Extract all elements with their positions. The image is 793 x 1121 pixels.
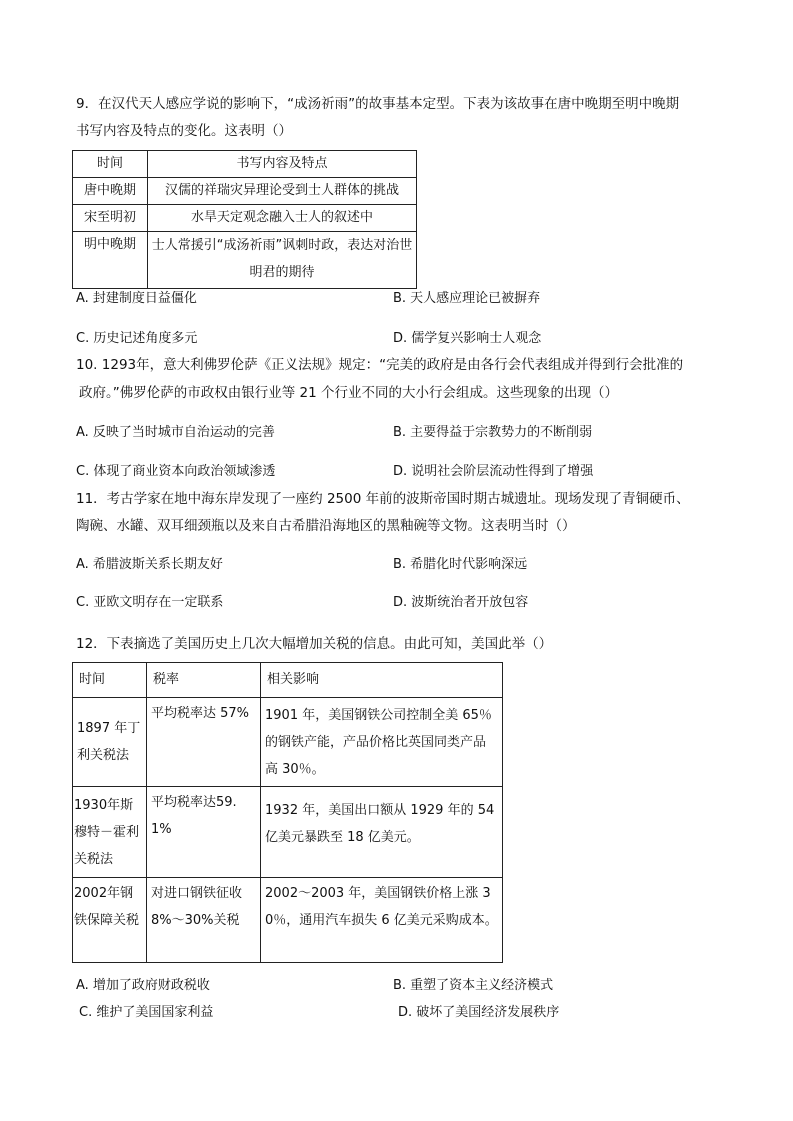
table-cell: 明中晚期	[73, 232, 148, 289]
table-cell: 1901 年，美国钢铁公司控制全美 65％的钢铁产能，产品价格比英国同类产品高 30％。	[265, 707, 492, 777]
q11-option-d[interactable]: D. 波斯统治者开放包容	[393, 595, 529, 610]
table-row	[73, 178, 417, 205]
q9-table	[72, 150, 417, 289]
q12-table	[72, 662, 503, 963]
q10-option-c[interactable]: C. 体现了商业资本向政治领域渗透	[76, 464, 276, 479]
q11-option-b[interactable]: B. 希腊化时代影响深远	[393, 557, 528, 572]
table-header-row	[73, 663, 503, 698]
q9-option-c[interactable]: C. 历史记述角度多元	[76, 331, 198, 346]
q10-stem-line1: 10. 1293年，意大利佛罗伦萨《正义法规》规定：“完美的政府是由各行会代表组成并得到行会批准的	[76, 357, 684, 373]
table-row	[73, 878, 503, 963]
table-cell: 宋至明初	[73, 205, 148, 232]
q9-option-b[interactable]: B. 天人感应理论已被摒弃	[393, 291, 541, 306]
q9-option-a[interactable]: A. 封建制度日益僵化	[76, 291, 197, 306]
q12-option-a[interactable]: A. 增加了政府财政税收	[76, 978, 210, 993]
table-cell: 1897 年丁利关税法	[77, 721, 141, 763]
table-cell: 1932 年，美国出口额从 1929 年的 54 亿美元暴跌至 18 亿美元。	[265, 803, 495, 845]
q10-option-b[interactable]: B. 主要得益于宗教势力的不断削弱	[393, 425, 593, 440]
q12-stem: 12．下表摘选了美国历史上几次大幅增加关税的信息。由此可知，美国此举（）	[76, 636, 553, 652]
table-header: 税率	[147, 663, 261, 698]
table-header: 相关影响	[261, 663, 503, 698]
table-cell: 汉儒的祥瑞灾异理论受到士人群体的挑战	[148, 178, 417, 205]
q10-option-d[interactable]: D. 说明社会阶层流动性得到了增强	[393, 464, 594, 479]
table-cell: 士人常援引“成汤祈雨”讽刺时政，表达对治世明君的期待	[148, 232, 417, 289]
q9-stem-line2: 书写内容及特点的变化。这表明（）	[76, 123, 292, 139]
q11-stem-line1: 11．考古学家在地中海东岸发现了一座约 2500 年前的波斯帝国时期古城遗址。现场发现了青铜硬币、	[76, 491, 690, 507]
q9-stem-line1: 9．在汉代天人感应学说的影响下，“成汤祈雨”的故事基本定型。下表为该故事在唐中晚期至明中晚期	[76, 96, 680, 112]
table-row	[73, 787, 503, 878]
table-row	[73, 205, 417, 232]
q9-option-d[interactable]: D. 儒学复兴影响士人观念	[393, 331, 542, 346]
table-cell: 1930年斯穆特－霍利关税法	[74, 797, 140, 867]
table-cell: 唐中晚期	[73, 178, 148, 205]
table-header: 时间	[73, 663, 147, 698]
q10-option-a[interactable]: A. 反映了当时城市自治运动的完善	[76, 425, 275, 440]
q12-option-b[interactable]: B. 重塑了资本主义经济模式	[393, 978, 554, 993]
table-header-row	[73, 151, 417, 178]
table-header: 时间	[73, 151, 148, 178]
q12-option-d[interactable]: D. 破坏了美国经济发展秩序	[398, 1005, 560, 1020]
q12-option-c[interactable]: C. 维护了美国国家利益	[79, 1005, 214, 1020]
table-cell: 2002～2003 年，美国钢铁价格上涨 30％，通用汽车损失 6 亿美元采购成本。	[265, 886, 498, 928]
table-header: 书写内容及特点	[148, 151, 417, 178]
table-cell: 平均税率达 57%	[151, 706, 250, 721]
table-cell: 对进口钢铁征收 8%～30%关税	[151, 886, 243, 928]
q11-option-a[interactable]: A. 希腊波斯关系长期友好	[76, 557, 223, 572]
table-cell: 水旱天定观念融入士人的叙述中	[148, 205, 417, 232]
table-cell: 平均税率达59.1%	[151, 795, 237, 837]
q10-stem-line2: 政府。”佛罗伦萨的市政权由银行业等 21 个行业不同的大小行会组成。这些现象的出现（）	[79, 385, 619, 401]
table-row	[73, 698, 503, 787]
table-row	[73, 232, 417, 289]
q11-option-c[interactable]: C. 亚欧文明存在一定联系	[76, 595, 224, 610]
table-cell: 2002年钢铁保障关税	[74, 886, 140, 928]
q11-stem-line2: 陶碗、水罐、双耳细颈瓶以及来自古希腊沿海地区的黑釉碗等文物。这表明当时（）	[76, 518, 576, 534]
